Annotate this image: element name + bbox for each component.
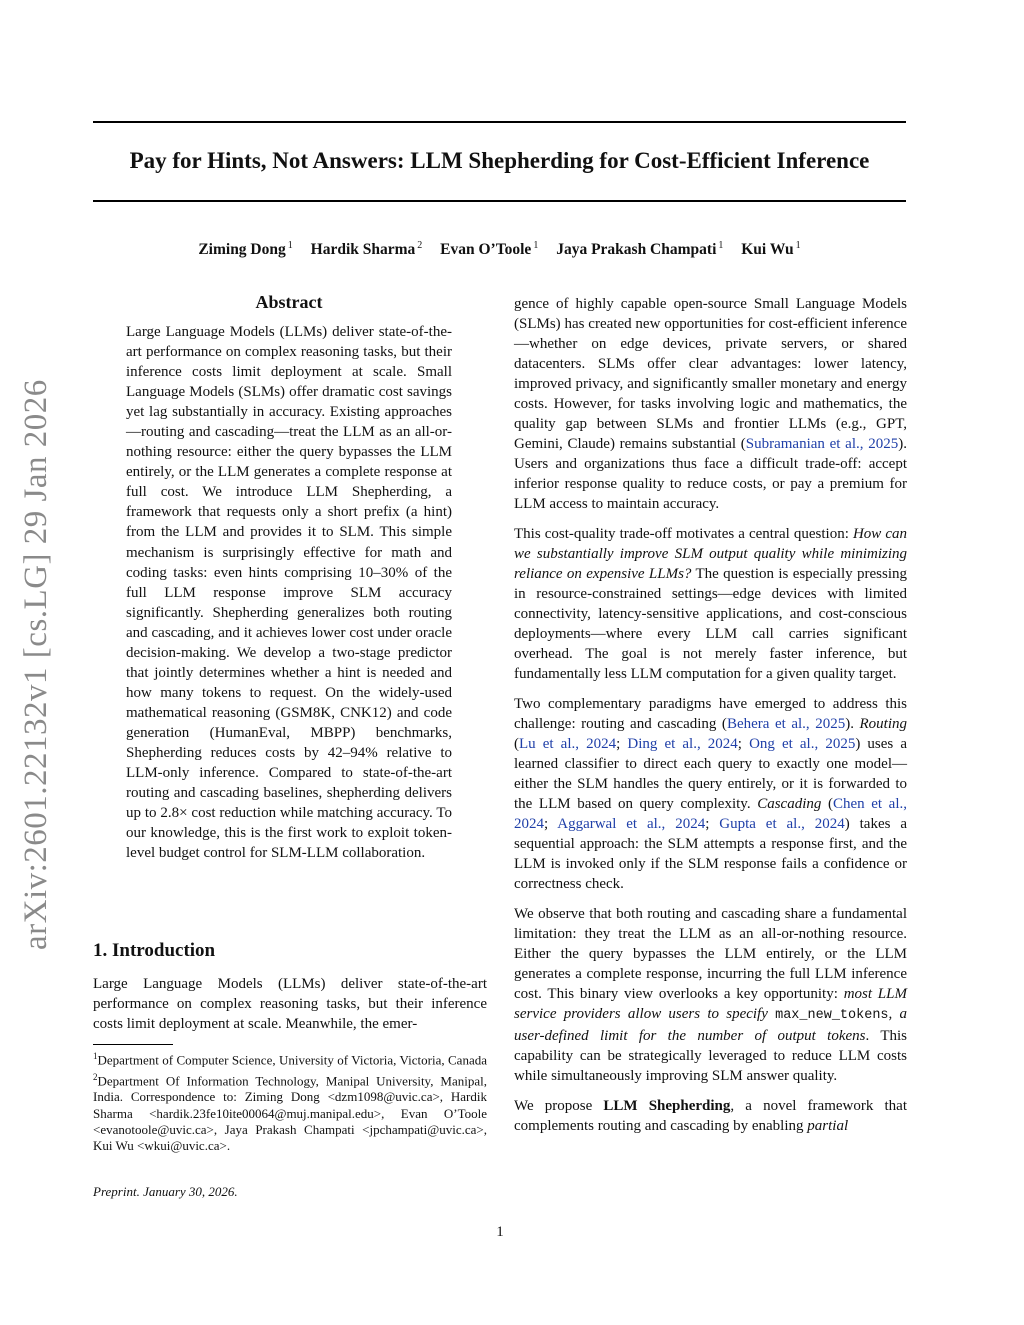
paragraph: This cost-quality trade-off motivates a central question: How can we substantially improve SLM output quality while minimizing reliance on expensive LLMs? The question is especially pressing in resource-constrained settings—edge devices with limited connectivity, latency-sensitive applications, and cost-conscious deployments—where every LLM call carries significant overhead. The goal is not merely faster inference, but fundamentally less LLM computation for a given quality target. [514, 526, 907, 683]
title-bottom-rule [93, 200, 906, 202]
right-column [514, 294, 907, 1145]
citation-link[interactable]: Gupta et al., 2024 [719, 816, 845, 833]
paper-title: Pay for Hints, Not Answers: LLM Shepherding for Cost-Efficient Inference [129, 148, 870, 173]
paragraph: Two complementary paradigms have emerged to address this challenge: routing and cascading (Behera et al., 2025). Routing (Lu et al., 2024; Ding et al., 2024; Ong et al., 2025) uses a learned classifier to direct each query to exactly one model—either the SLM handles the query entirely, or it is forwarded to the LLM based on query complexity. Cascading (Chen et al., 2024; Aggarwal et al., 2024; Gupta et al., 2024) takes a sequential approach: the SLM attempts a response first, and the LLM is invoked only if the SLM response fails a confidence or correctness check. [514, 695, 908, 893]
author: Jaya Prakash Champati $^1$ [556, 240, 724, 259]
citation-link[interactable]: Ong et al., 2025 [749, 735, 856, 752]
footnote-rule [93, 1044, 173, 1045]
citation-link[interactable]: Lu et al., 2024 [519, 735, 617, 752]
citation-link[interactable]: Subramanian et al., 2025 [745, 436, 899, 453]
citation-link[interactable]: Aggarwal et al., 2024 [557, 816, 706, 833]
paragraph: We observe that both routing and cascading share a fundamental limitation: they treat the LLM as an all-or-nothing resource. Either the query bypasses the LLM entirely, or the LLM generates a complete response, incurring the full LLM inference cost. This binary view overlooks a key opportunity: most LLM service providers allow users to specify max_new_tokens, a user-defined limit for the number of output tokens. This capability can be strategically leveraged to reduce LLM costs while simultaneously improving SLM answer quality. [514, 905, 908, 1085]
page-number: 1 [496, 1224, 504, 1240]
section-heading-introduction: 1. Introduction [93, 940, 216, 961]
abstract-heading: Abstract [255, 292, 323, 312]
citation-link[interactable]: Ding et al., 2024 [627, 735, 738, 752]
abstract-text: Large Language Models (LLMs) deliver state-of-the-art performance on complex reasoning tasks, but their inference costs limit deployment at scale. Small Language Models (SLMs) offer dramatic cost savings yet lag substantially in accuracy. Existing approaches—routing and cascading—treat the LLM as an all-or-nothing resource: either the query bypasses the LLM entirely, or the LLM generates a complete response at full cost. We introduce LLM Shepherding, a framework that requests only a short prefix (a hint) from the LLM and provides it to SLM. This simple mechanism is surprisingly effective for math and coding tasks: even hints comprising 10–30% of the full LLM response improve SLM accuracy significantly. Shepherding generalizes both routing and cascading, and it achieves lower cost under oracle decision-making. We develop a two-stage predictor that jointly determines whether a hint is needed and how many tokens to request. On the widely-used mathematical reasoning (GSM8K, CNK12) and code generation (HumanEval, MBPP) benchmarks, Shepherding reduces costs by 42–94% relative to LLM-only inference. Compared to state-of-the-art routing and cascading baselines, shepherding delivers up to 2.8× cost reduction while matching accuracy. To our knowledge, this is the first work to exploit token-level budget control for SLM-LLM collaboration. [126, 324, 452, 862]
citation-link[interactable]: Behera et al., 2025 [726, 715, 846, 732]
author: Kui Wu $^1$ [741, 240, 801, 259]
title-top-rule [93, 121, 906, 123]
paragraph: We propose LLM Shepherding, a novel framework that complements routing and cascading by enabling partial [514, 1097, 907, 1134]
author: Ziming Dong $^1$ [198, 240, 293, 259]
preprint-date: Preprint. January 30, 2026. [93, 1184, 238, 1199]
arxiv-identifier-stamp: arXiv:2601.22132v1 [cs.LG] 29 Jan 2026 [18, 379, 54, 950]
author-list [93, 236, 906, 260]
affiliation-footnote: $^1$Department of Computer Science, University of Victoria, Victoria, Canada $^2$Department Of Information Technology, Manipal University, Manipal, India. Correspondence to: Ziming Dong <dzm1098@uvic.ca>, Hardik Sharma <hardik.23fe10ite00064@muj.manipal.edu>, Evan O’Toole <evanotoole@uvic.ca>, Jaya Prakash Champati <jpchampati@uvic.ca>, Kui Wu <wkui@uvic.ca>. [93, 1051, 487, 1154]
paragraph: gence of highly capable open-source Small Language Models (SLMs) has created new opportunities for cost-efficient inference—whether on edge devices, private servers, or shared datacenters. SLMs offer clear advantages: lower latency, improved privacy, and significantly smaller monetary and energy costs. However, for tasks involving logic and mathematics, the quality gap between SLMs and frontier LLMs (e.g., GPT, Gemini, Claude) remains substantial (Subramanian et al., 2025). Users and organizations thus face a difficult trade-off: accept inferior response quality to reduce costs, or pay a premium for LLM access to maintain accuracy. [514, 296, 907, 513]
author: Evan O’Toole $^1$ [440, 240, 539, 259]
citation-link[interactable]: Chen et al., 2024 [514, 796, 907, 833]
introduction-paragraph: Large Language Models (LLMs) deliver state-of-the-art performance on complex reasoning tasks, but their inference costs limit deployment at scale. Meanwhile, the emer- [93, 976, 487, 1033]
author: Hardik Sharma $^2$ [310, 240, 423, 259]
